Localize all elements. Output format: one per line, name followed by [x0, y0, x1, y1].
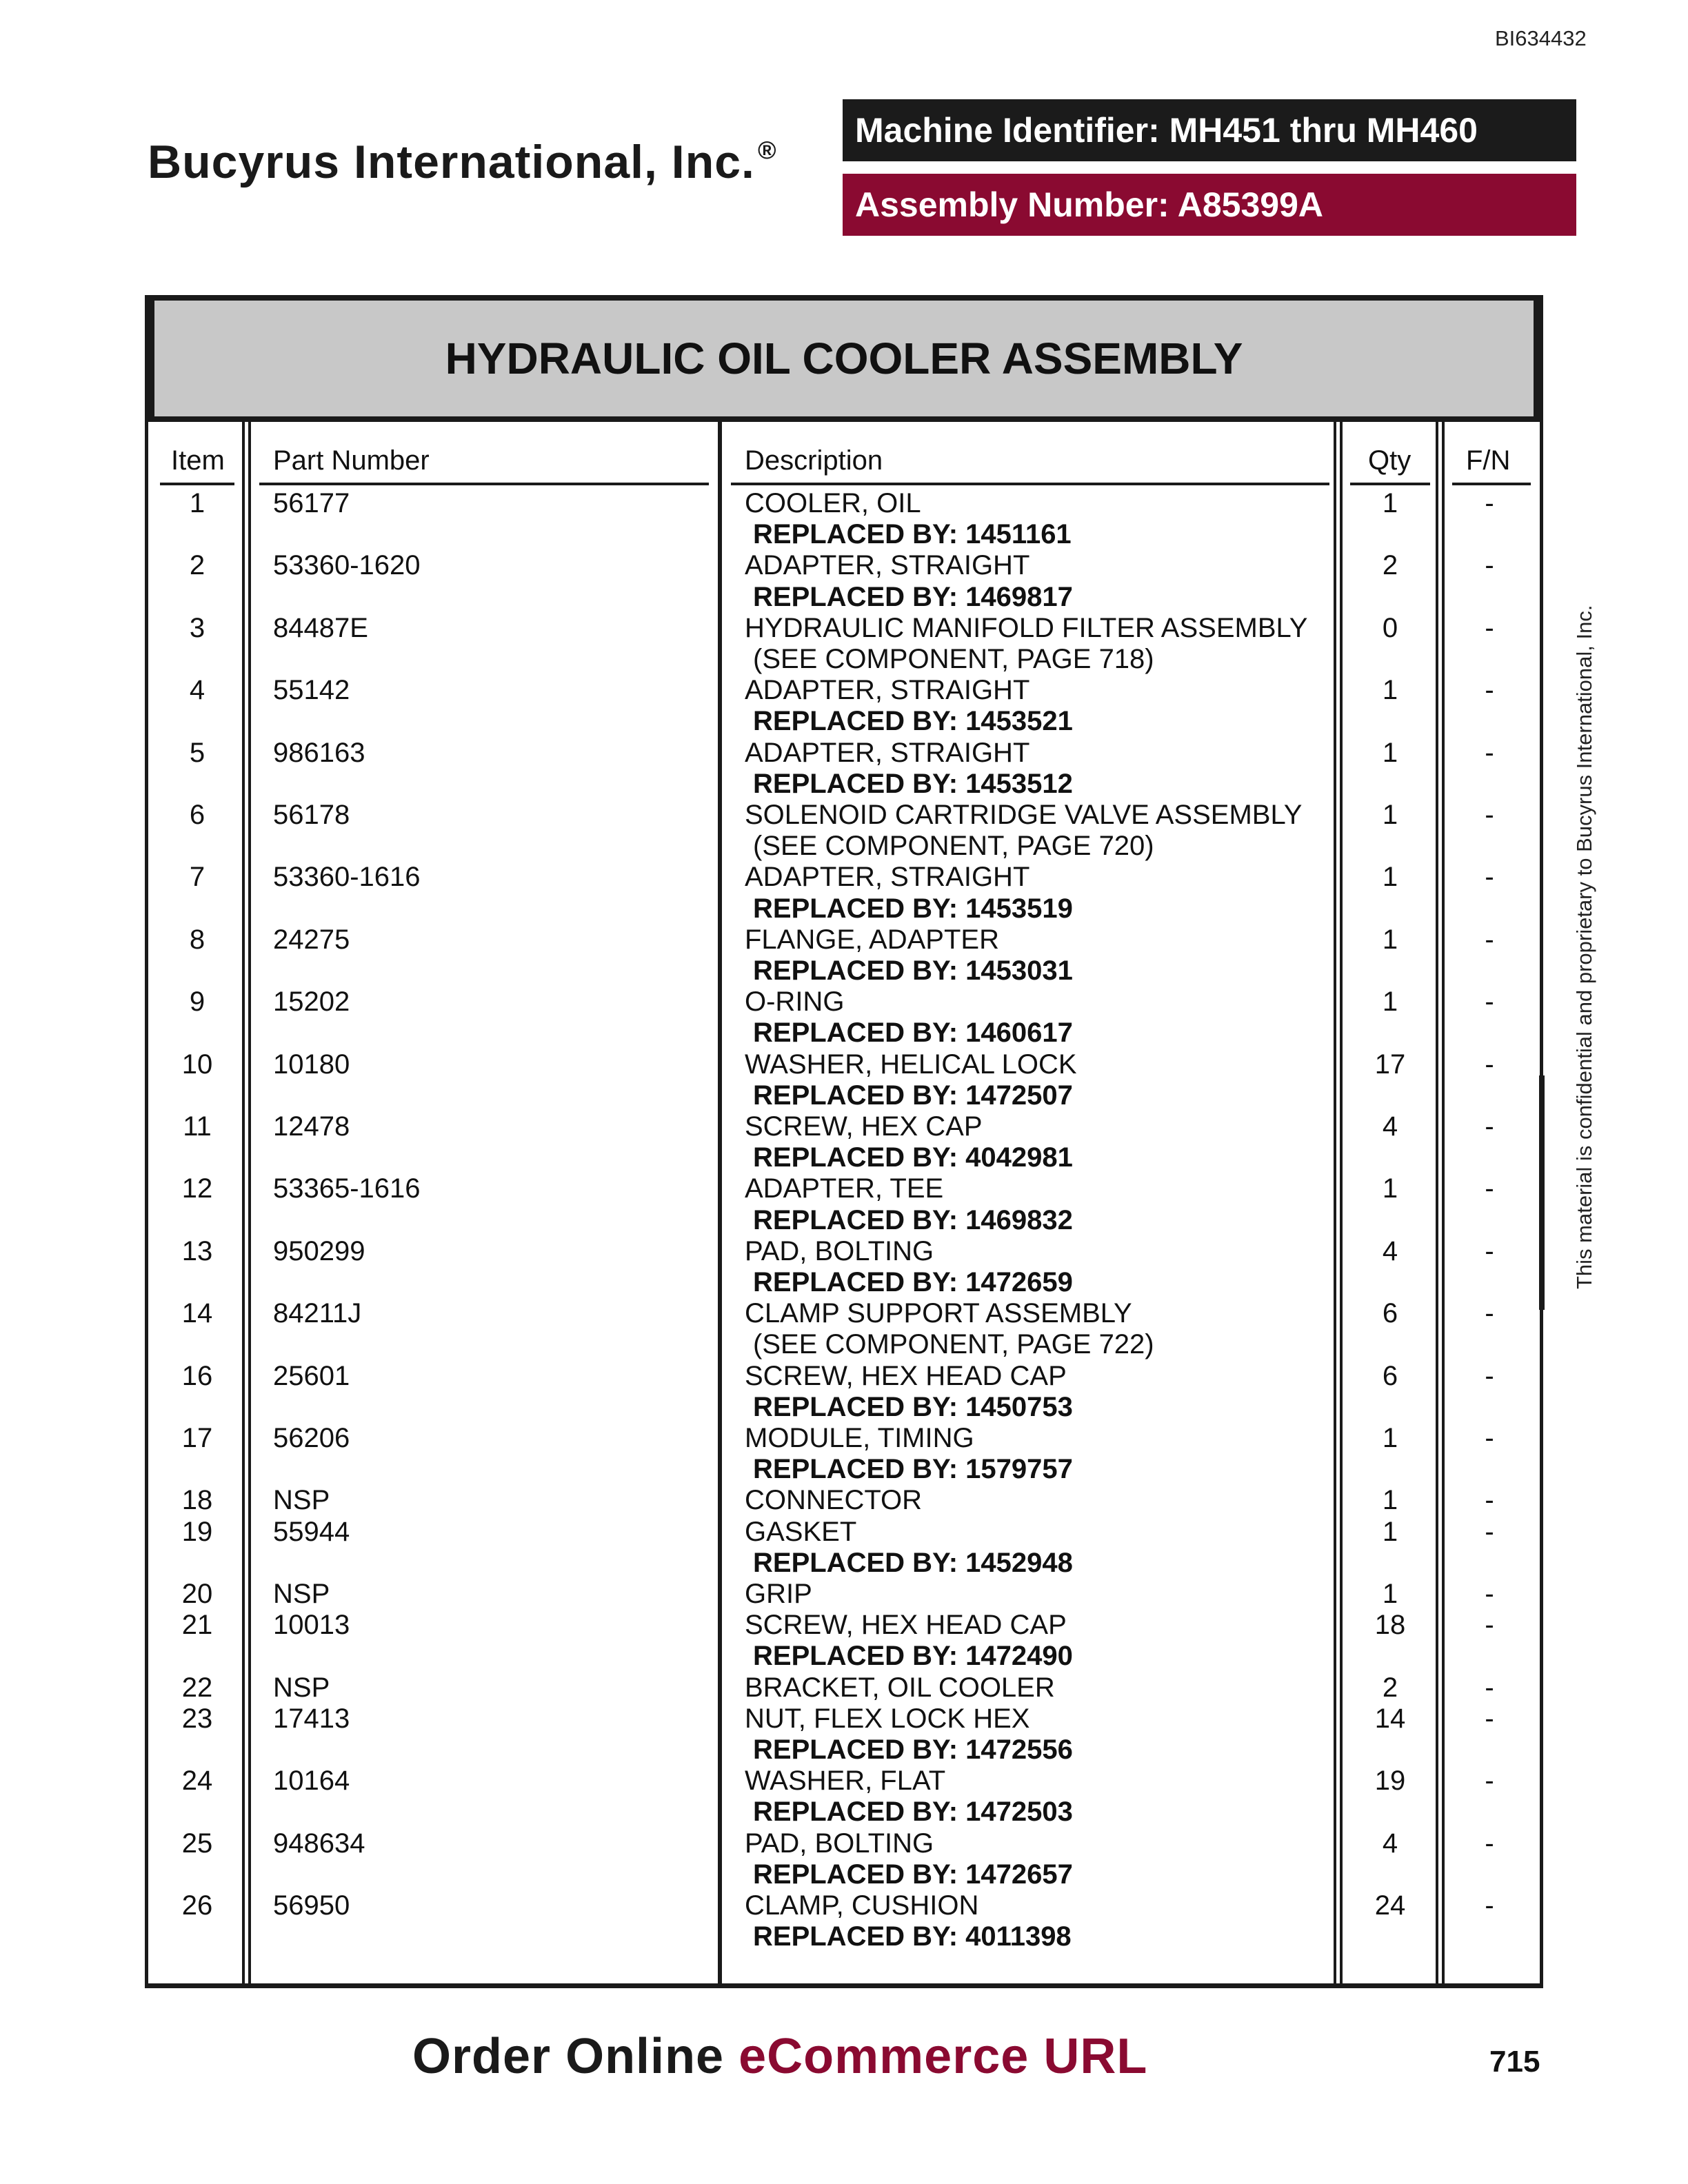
fn-value: -: [1485, 924, 1494, 955]
header-underline: [1350, 483, 1430, 485]
quantity: 1: [1382, 1516, 1398, 1547]
part-description: GRIP: [745, 1579, 812, 1609]
part-description: CLAMP, CUSHION: [745, 1890, 979, 1921]
item-number: 6: [189, 800, 205, 830]
fn-value: -: [1485, 800, 1494, 830]
part-description: ADAPTER, STRAIGHT: [745, 675, 1030, 706]
fn-value: -: [1485, 1049, 1494, 1080]
quantity: 1: [1382, 1485, 1398, 1516]
page-number: 715: [1489, 2045, 1540, 2079]
part-number: 56206: [273, 1423, 350, 1453]
part-description: WASHER, HELICAL LOCK: [745, 1049, 1077, 1080]
column-divider: [1436, 422, 1438, 1983]
part-description: CONNECTOR: [745, 1485, 923, 1516]
fn-value: -: [1485, 1516, 1494, 1547]
confidentiality-note: This material is confidential and proprietary to Bucyrus International, Inc.: [1572, 605, 1596, 1289]
replacement-note: REPLACED BY: 1472507: [753, 1080, 1073, 1111]
replacement-note: REPLACED BY: 1453512: [753, 768, 1073, 799]
part-number: 10180: [273, 1049, 350, 1080]
title-banner: [145, 295, 1543, 422]
fn-value: -: [1485, 1485, 1494, 1516]
part-number: 948634: [273, 1828, 365, 1859]
fn-value: -: [1485, 1173, 1494, 1204]
quantity: 17: [1374, 1049, 1406, 1080]
column-divider: [1442, 422, 1445, 1983]
order-online-banner[interactable]: [412, 2028, 1147, 2085]
item-number: 16: [181, 1360, 213, 1391]
replacement-note: REPLACED BY: 1452948: [753, 1547, 1073, 1578]
quantity: 4: [1382, 1828, 1398, 1859]
header-underline: [160, 483, 234, 485]
part-number: 950299: [273, 1235, 365, 1266]
part-number: NSP: [273, 1672, 330, 1703]
part-description: SCREW, HEX CAP: [745, 1111, 983, 1142]
ecommerce-url-link[interactable]: eCommerce URL: [738, 2029, 1148, 2084]
part-description: COOLER, OIL: [745, 488, 921, 518]
part-description: SCREW, HEX HEAD CAP: [745, 1610, 1067, 1641]
fn-value: -: [1485, 1766, 1494, 1797]
part-number: 12478: [273, 1111, 350, 1142]
column-divider: [718, 422, 722, 1983]
replacement-note: REPLACED BY: 1453031: [753, 956, 1073, 986]
part-description: BRACKET, OIL COOLER: [745, 1672, 1055, 1703]
component-reference: (SEE COMPONENT, PAGE 720): [753, 831, 1154, 862]
part-description: ADAPTER, TEE: [745, 1173, 944, 1204]
part-description: CLAMP SUPPORT ASSEMBLY: [745, 1298, 1132, 1329]
part-number: 15202: [273, 987, 350, 1018]
part-description: O-RING: [745, 987, 845, 1018]
quantity: 6: [1382, 1298, 1398, 1329]
quantity: 14: [1374, 1703, 1406, 1734]
page-title: HYDRAULIC OIL COOLER ASSEMBLY: [445, 334, 1243, 383]
part-description: PAD, BOLTING: [745, 1828, 934, 1859]
part-description: MODULE, TIMING: [745, 1423, 974, 1453]
replacement-note: REPLACED BY: 1469817: [753, 581, 1073, 612]
quantity: 1: [1382, 924, 1398, 955]
fn-value: -: [1485, 1298, 1494, 1329]
part-number: NSP: [273, 1485, 330, 1516]
part-description: ADAPTER, STRAIGHT: [745, 550, 1030, 581]
quantity: 1: [1382, 737, 1398, 768]
quantity: 1: [1382, 1423, 1398, 1453]
column-divider: [1334, 422, 1336, 1983]
item-number: 26: [181, 1890, 213, 1921]
replacement-note: REPLACED BY: 1460617: [753, 1018, 1073, 1049]
part-number: 986163: [273, 737, 365, 768]
part-number: 53360-1616: [273, 862, 421, 893]
item-number: 7: [189, 862, 205, 893]
item-number: 21: [181, 1610, 213, 1641]
quantity: 1: [1382, 675, 1398, 706]
part-description: SCREW, HEX HEAD CAP: [745, 1360, 1067, 1391]
part-number: 56178: [273, 800, 350, 830]
column-divider: [1340, 422, 1343, 1983]
item-number: 18: [181, 1485, 213, 1516]
part-description: PAD, BOLTING: [745, 1235, 934, 1266]
header-fn: F/N: [1466, 445, 1511, 476]
replacement-note: REPLACED BY: 1450753: [753, 1391, 1073, 1422]
part-number: 53360-1620: [273, 550, 421, 581]
fn-value: -: [1485, 550, 1494, 581]
fn-value: -: [1485, 987, 1494, 1018]
part-number: 24275: [273, 924, 350, 955]
item-number: 1: [189, 488, 205, 518]
quantity: 24: [1374, 1890, 1406, 1921]
part-number: 10013: [273, 1610, 350, 1641]
item-number: 2: [189, 550, 205, 581]
fn-value: -: [1485, 1703, 1494, 1734]
company-name: [148, 135, 776, 189]
assembly-number-bar: Assembly Number: A85399A: [843, 174, 1576, 236]
fn-value: -: [1485, 737, 1494, 768]
quantity: 6: [1382, 1360, 1398, 1391]
replacement-note: REPLACED BY: 1579757: [753, 1454, 1073, 1485]
quantity: 1: [1382, 1173, 1398, 1204]
fn-value: -: [1485, 1828, 1494, 1859]
item-number: 25: [181, 1828, 213, 1859]
part-description: HYDRAULIC MANIFOLD FILTER ASSEMBLY: [745, 612, 1308, 643]
item-number: 4: [189, 675, 205, 706]
quantity: 2: [1382, 1672, 1398, 1703]
item-number: 13: [181, 1235, 213, 1266]
part-number: 53365-1616: [273, 1173, 421, 1204]
item-number: 3: [189, 612, 205, 643]
part-number: 55142: [273, 675, 350, 706]
header-underline: [731, 483, 1329, 485]
machine-identifier-bar: Machine Identifier: MH451 thru MH460: [843, 99, 1576, 161]
quantity: 2: [1382, 550, 1398, 581]
header-qty: Qty: [1368, 445, 1411, 476]
fn-value: -: [1485, 1579, 1494, 1609]
part-number: 10164: [273, 1766, 350, 1797]
part-description: ADAPTER, STRAIGHT: [745, 737, 1030, 768]
quantity: 1: [1382, 1579, 1398, 1609]
replacement-note: REPLACED BY: 1451161: [753, 519, 1072, 550]
fn-value: -: [1485, 1360, 1494, 1391]
fn-value: -: [1485, 488, 1494, 518]
component-reference: (SEE COMPONENT, PAGE 722): [753, 1329, 1154, 1360]
replacement-note: REPLACED BY: 4011398: [753, 1921, 1072, 1952]
part-description: NUT, FLEX LOCK HEX: [745, 1703, 1030, 1734]
quantity: 19: [1374, 1766, 1406, 1797]
item-number: 23: [181, 1703, 213, 1734]
part-description: FLANGE, ADAPTER: [745, 924, 999, 955]
item-number: 9: [189, 987, 205, 1018]
fn-value: -: [1485, 1672, 1494, 1703]
part-description: GASKET: [745, 1516, 857, 1547]
part-number: 56177: [273, 488, 350, 518]
replacement-note: REPLACED BY: 1472503: [753, 1797, 1073, 1828]
fn-value: -: [1485, 1423, 1494, 1453]
column-divider: [242, 422, 245, 1983]
part-description: ADAPTER, STRAIGHT: [745, 862, 1030, 893]
replacement-note: REPLACED BY: 1453519: [753, 893, 1073, 924]
replacement-note: REPLACED BY: 1472490: [753, 1641, 1073, 1672]
replacement-note: REPLACED BY: 1472556: [753, 1735, 1073, 1765]
part-number: 17413: [273, 1703, 350, 1734]
part-number: NSP: [273, 1579, 330, 1609]
fn-value: -: [1485, 612, 1494, 643]
registered-mark: ®: [757, 136, 777, 164]
header-description: Description: [745, 445, 883, 476]
item-number: 12: [181, 1173, 213, 1204]
item-number: 8: [189, 924, 205, 955]
fn-value: -: [1485, 862, 1494, 893]
fn-value: -: [1485, 1235, 1494, 1266]
company-name-text: Bucyrus International, Inc.: [148, 136, 755, 188]
header-underline: [1452, 483, 1531, 485]
header-item: Item: [171, 445, 225, 476]
part-number: 55944: [273, 1516, 350, 1547]
quantity: 1: [1382, 987, 1398, 1018]
item-number: 17: [181, 1423, 213, 1453]
header-part-number: Part Number: [273, 445, 430, 476]
item-number: 11: [183, 1111, 212, 1142]
replacement-note: REPLACED BY: 4042981: [753, 1142, 1073, 1173]
column-divider: [248, 422, 251, 1983]
part-number: 84487E: [273, 612, 368, 643]
part-number: 84211J: [273, 1298, 362, 1329]
fn-value: -: [1485, 1111, 1494, 1142]
fn-value: -: [1485, 1610, 1494, 1641]
document-id: BI634432: [1495, 26, 1587, 50]
quantity: 1: [1382, 800, 1398, 830]
item-number: 22: [181, 1672, 213, 1703]
item-number: 20: [181, 1579, 213, 1609]
quantity: 1: [1382, 488, 1398, 518]
quantity: 0: [1382, 612, 1398, 643]
header-underline: [259, 483, 709, 485]
part-number: 56950: [273, 1890, 350, 1921]
quantity: 4: [1382, 1111, 1398, 1142]
quantity: 4: [1382, 1235, 1398, 1266]
replacement-note: REPLACED BY: 1472659: [753, 1267, 1073, 1297]
fn-value: -: [1485, 1890, 1494, 1921]
item-number: 10: [181, 1049, 213, 1080]
replacement-note: REPLACED BY: 1469832: [753, 1204, 1073, 1235]
replacement-note: REPLACED BY: 1453521: [753, 706, 1073, 737]
quantity: 1: [1382, 862, 1398, 893]
order-online-text: Order Online: [412, 2029, 725, 2084]
part-number: 25601: [273, 1360, 350, 1391]
component-reference: (SEE COMPONENT, PAGE 718): [753, 644, 1154, 674]
margin-bar: [1539, 1075, 1545, 1310]
item-number: 19: [181, 1516, 213, 1547]
part-description: WASHER, FLAT: [745, 1766, 946, 1797]
item-number: 5: [189, 737, 205, 768]
part-description: SOLENOID CARTRIDGE VALVE ASSEMBLY: [745, 800, 1303, 830]
item-number: 24: [181, 1766, 213, 1797]
fn-value: -: [1485, 675, 1494, 706]
quantity: 18: [1374, 1610, 1406, 1641]
replacement-note: REPLACED BY: 1472657: [753, 1859, 1073, 1890]
item-number: 14: [181, 1298, 213, 1329]
